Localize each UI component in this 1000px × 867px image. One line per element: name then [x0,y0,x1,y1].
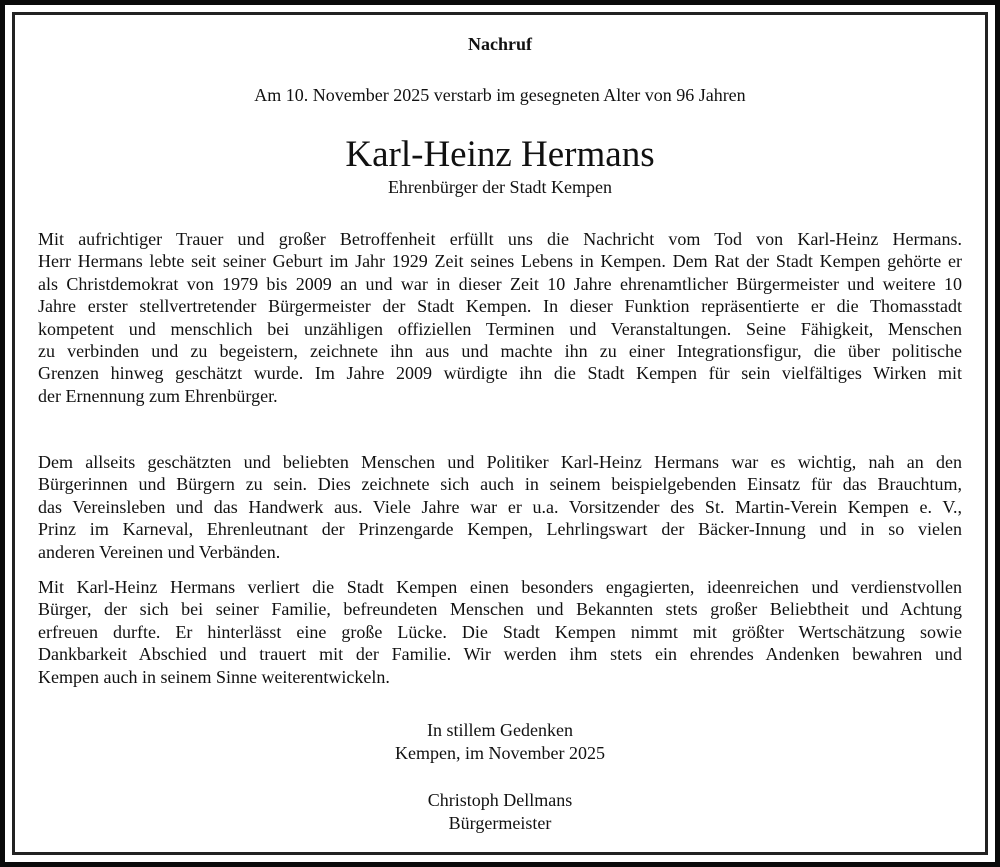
paragraph-line: das Vereinsleben und das Handwerk aus. Viele Jahre war er u.a. Vorsitzender des St. Martin-Verein Kempen e. V., [38,496,962,517]
paragraph-line: Kempen auch in seinem Sinne weiterentwickeln. [38,666,390,687]
paragraph-line: Mit aufrichtiger Trauer und großer Betroffenheit erfüllt uns die Nachricht vom Tod von Karl-Heinz Hermans. [38,229,962,249]
signer-name: Christoph Dellmans [427,790,573,810]
closing-place-date: Kempen, im November 2025 [395,743,605,763]
paragraph-line: Grenzen hinweg geschätzt wurde. Im Jahre 2009 würdigte ihn die Stadt Kempen für sein vielfältiges Wirken mit [38,363,962,384]
paragraph-line: Dankbarkeit Abschied und trauert mit der Familie. Wir werden ihm stets ein ehrendes Andenken bewahren und [38,644,962,665]
paragraph-3 [38,576,962,688]
paragraph-line: anderen Vereinen und Verbänden. [38,541,281,562]
paragraph-line: Mit Karl-Heinz Hermans verliert die Stadt Kempen einen besonders engagierten, ideenreichen und verdienstvollen [38,577,962,597]
closing-remembrance: In stillem Gedenken [427,720,573,740]
paragraph-line: der Ernennung zum Ehrenbürger. [38,385,278,406]
paragraph-line: als Christdemokrat von 1979 bis 2009 an und war in dieser Zeit 10 Jahre ehrenamtlicher Bürgermeister und weitere 10 [38,273,962,294]
heading: Nachruf [468,34,532,54]
paragraph-2 [38,451,962,563]
paragraph-line: Bürgerinnen und Bürgern zu sein. Dies zeichnete sich auch in seinem beispielgebenden Einsatz für das Brauchtum, [38,474,962,495]
signer-role: Bürgermeister [448,813,552,833]
paragraph-line: zu verbinden und zu begeistern, zeichnete ihn aus und machte ihn zu einer Integrationsfigur, die über politische [38,340,962,361]
paragraph-line: Bürger, der sich bei seiner Familie, befreundeten Menschen und Bekannten stets großer Beliebtheit und Achtung [38,599,962,620]
closing-block [0,719,1000,765]
paragraph-line: Dem allseits geschätzten und beliebten Menschen und Politiker Karl-Heinz Hermans war es wichtig, nah an den [38,452,962,472]
paragraph-line: erfreuen durfte. Er hinterlässt eine große Lücke. Die Stadt Kempen nimmt mit größter Wertschätzung sowie [38,621,962,642]
paragraph-line: Herr Hermans lebte seit seiner Geburt im Jahr 1929 Zeit seines Lebens in Kempen. Dem Rat der Stadt Kempen gehörte er [38,251,962,272]
paragraph-line: Prinz im Karneval, Ehrenleutnant der Prinzengarde Kempen, Lehrlingswart der Bäcker-Innung und in so vielen [38,519,962,540]
death-announcement: Am 10. November 2025 verstarb im gesegneten Alter von 96 Jahren [254,85,746,105]
paragraph-line: Jahre erster stellvertretender Bürgermeister der Stadt Kempen. In dieser Funktion repräsentierte er die Thomasstadt [38,296,962,317]
deceased-name: Karl-Heinz Hermans [345,134,655,175]
paragraph-1 [38,228,962,407]
paragraph-line: kompetent und menschlich bei unzähligen offiziellen Terminen und Veranstaltungen. Seine Fähigkeit, Menschen [38,318,962,339]
signature-block [0,789,1000,835]
honor-title: Ehrenbürger der Stadt Kempen [387,177,613,197]
